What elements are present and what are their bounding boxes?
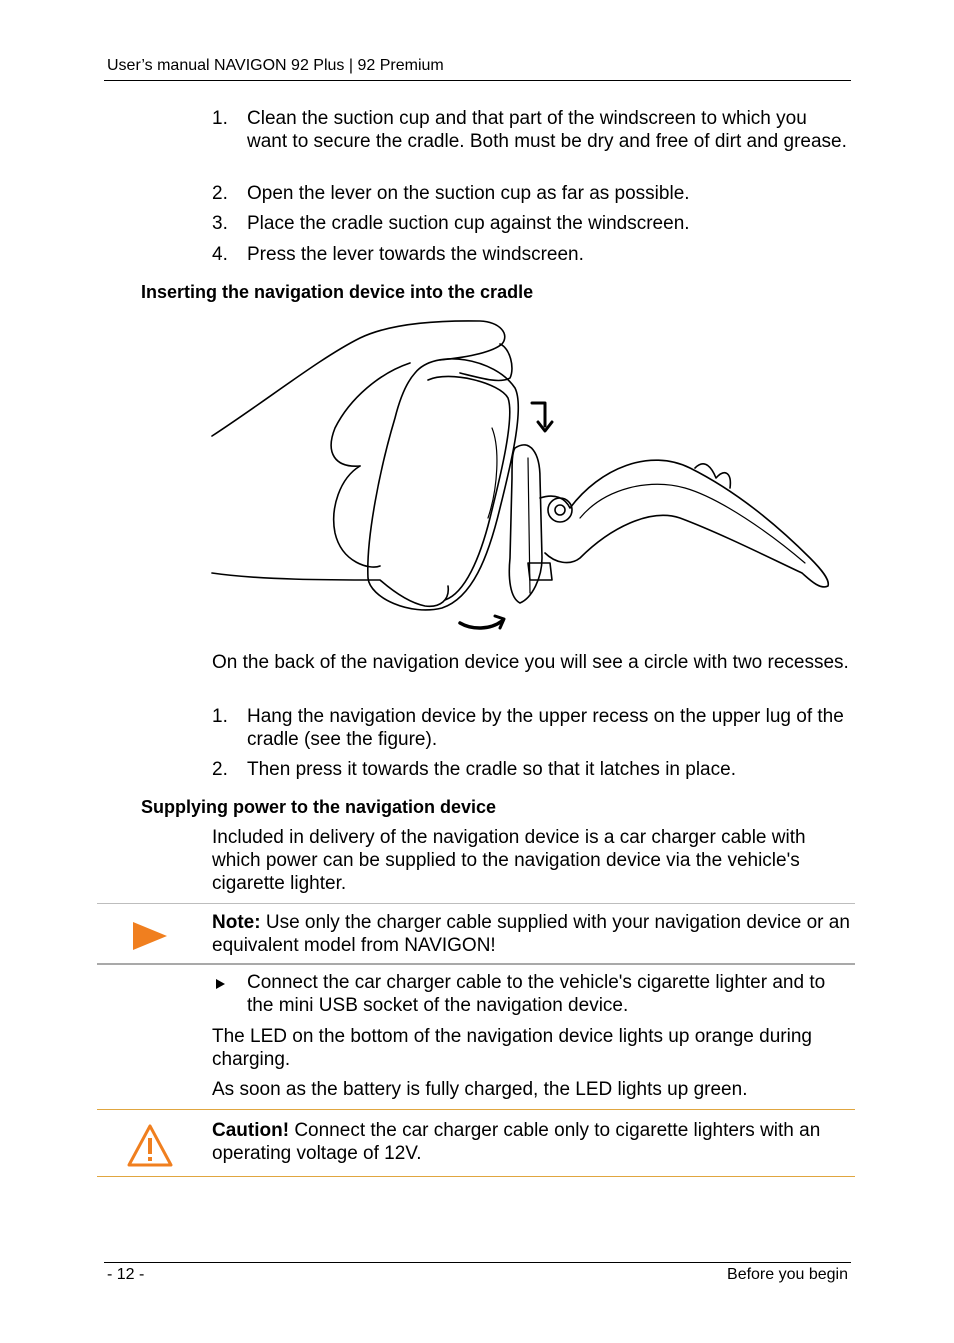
warning-triangle-icon xyxy=(127,1123,173,1168)
list-text: Place the cradle suction cup against the windscreen. xyxy=(247,213,690,234)
list-text: Press the lever towards the windscreen. xyxy=(247,244,584,265)
header-rule xyxy=(104,80,851,81)
bullet-text: Connect the car charger cable to the vehicle's cigarette lighter and to the mini USB socket of the navigation device. xyxy=(247,972,826,1016)
list-text: Clean the suction cup and that part of the windscreen to which you want to secure the cradle. Both must be dry and free of dirt and grease. xyxy=(247,108,847,152)
note-body: Use only the charger cable supplied with your navigation device or an equivalent model from NAVIGON! xyxy=(212,912,850,956)
arrow-right-icon xyxy=(133,922,167,950)
note-text xyxy=(212,911,852,957)
list-text: Then press it towards the cradle so that it latches in place. xyxy=(247,759,736,780)
note-label: Note: xyxy=(212,912,261,933)
caution-body: Connect the car charger cable only to cigarette lighters with an operating voltage of 12V. xyxy=(212,1120,821,1164)
list-number: 1. xyxy=(212,706,228,727)
bullet-triangle-icon xyxy=(216,979,225,989)
list-number: 4. xyxy=(212,244,228,265)
list-number: 2. xyxy=(212,759,228,780)
list-number: 1. xyxy=(212,108,228,129)
note-top-rule xyxy=(97,903,855,904)
led-green-text: As soon as the battery is fully charged, the LED lights up green. xyxy=(212,1079,748,1100)
list-text: Open the lever on the suction cup as far as possible. xyxy=(247,183,690,204)
footer-rule xyxy=(104,1262,851,1263)
section-heading-insert: Inserting the navigation device into the cradle xyxy=(141,282,534,302)
footer-section-title: Before you begin xyxy=(727,1266,848,1283)
caution-bottom-rule xyxy=(97,1176,855,1177)
caution-text xyxy=(212,1119,852,1165)
page-number: - 12 - xyxy=(107,1266,145,1283)
caution-label: Caution! xyxy=(212,1120,290,1141)
list-number: 3. xyxy=(212,213,228,234)
page-header-title: User’s manual NAVIGON 92 Plus | 92 Premium xyxy=(107,57,444,74)
insert-intro: On the back of the navigation device you will see a circle with two recesses. xyxy=(212,652,849,673)
list-number: 2. xyxy=(212,183,228,204)
caution-top-rule xyxy=(97,1109,855,1110)
list-text: Hang the navigation device by the upper recess on the upper lug of the cradle (see the figure). xyxy=(247,706,844,750)
led-orange-text: The LED on the bottom of the navigation device lights up orange during charging. xyxy=(212,1026,812,1070)
section-heading-power: Supplying power to the navigation device xyxy=(141,797,497,817)
power-intro: Included in delivery of the navigation device is a car charger cable with which power can be supplied to the navigation device via the vehicle's cigarette lighter. xyxy=(212,827,806,894)
cradle-illustration xyxy=(210,318,835,633)
note-bottom-rule xyxy=(97,963,855,965)
